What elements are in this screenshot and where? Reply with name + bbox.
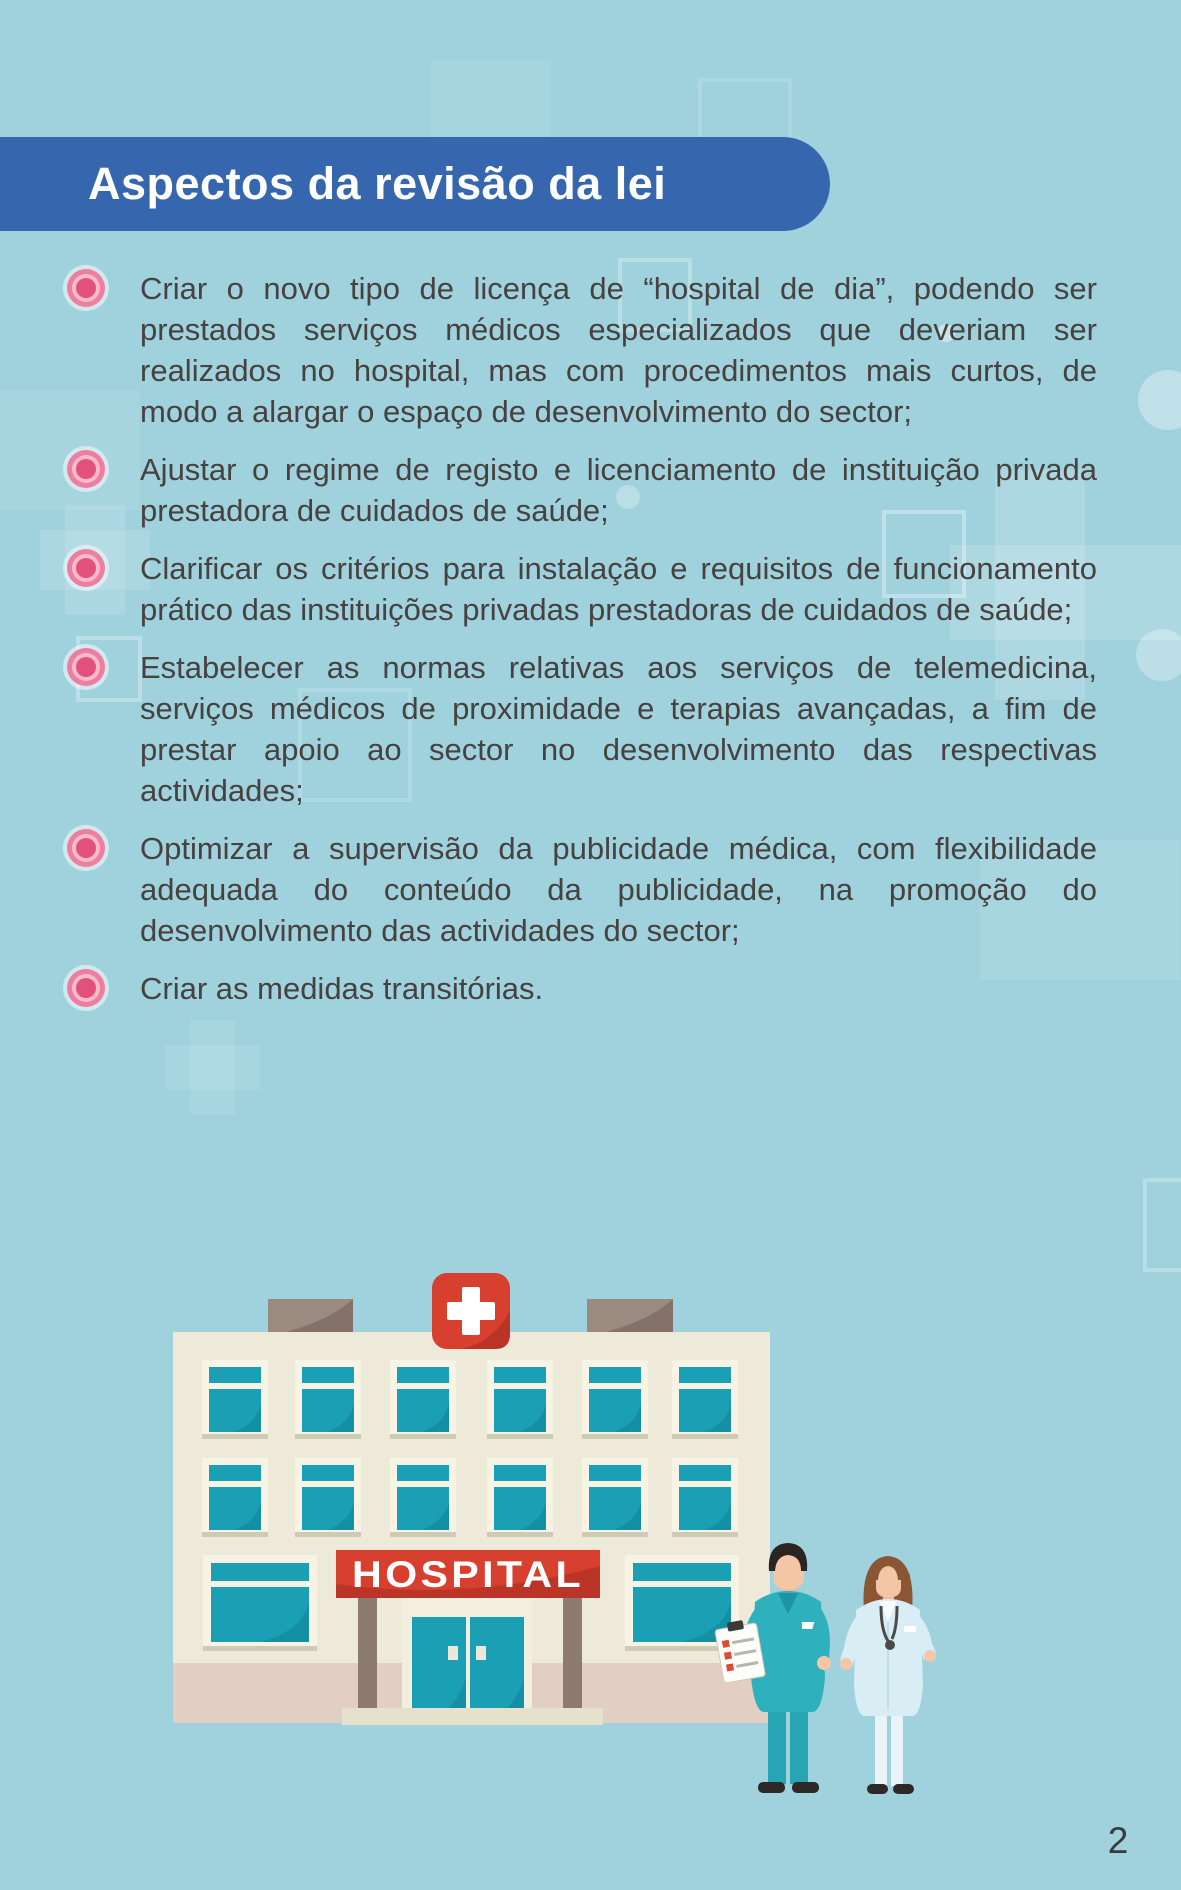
page-title: Aspectos da revisão da lei — [88, 158, 667, 209]
list-item — [140, 968, 1097, 1009]
list-item — [140, 268, 1097, 432]
list-item — [140, 647, 1097, 811]
female-doctor-figure — [840, 1556, 936, 1794]
bullet-dot-icon — [76, 459, 96, 479]
list-item-text: Ajustar o regime de registo e licenciamento de instituição privada prestadora de cuidados de saúde; — [140, 452, 1097, 528]
list-item-text: Estabelecer as normas relativas aos serviços de telemedicina, serviços médicos de proximidade e terapias avançadas, a fim de prestar apoio ao sector no desenvolvimento das respectivas actividades; — [140, 650, 1097, 808]
hospital-illustration — [140, 1250, 940, 1810]
bullet-dot-icon — [76, 278, 96, 298]
list-item — [140, 548, 1097, 630]
list-item — [140, 449, 1097, 531]
red-cross-sign-icon — [432, 1273, 510, 1349]
hospital-building — [173, 1273, 770, 1725]
list-item — [140, 828, 1097, 951]
list-item-text: Clarificar os critérios para instalação e requisitos de funcionamento prático das instituições privadas prestadoras de cuidados de saúde; — [140, 551, 1097, 627]
bullet-dot-icon — [76, 978, 96, 998]
header-banner — [0, 137, 830, 231]
bullet-dot-icon — [76, 558, 96, 578]
list-item-text: Optimizar a supervisão da publicidade médica, com flexibilidade adequada do conteúdo da publicidade, na promoção do desenvolvimento das actividades do sector; — [140, 831, 1097, 948]
hospital-sign-label: HOSPITAL — [352, 1554, 584, 1595]
hospital-sign — [336, 1550, 600, 1598]
list-item-text: Criar as medidas transitórias. — [140, 971, 544, 1006]
list-item-text: Criar o novo tipo de licença de “hospital de dia”, podendo ser prestados serviços médicos especializados que deveriam ser realizados no hospital, mas com procedimentos mais curtos, de modo a alargar o espaço de desenvolvimento do sector; — [140, 271, 1097, 429]
bullet-dot-icon — [76, 657, 96, 677]
left-door — [412, 1617, 466, 1723]
bullet-dot-icon — [76, 838, 96, 858]
page-number: 2 — [1107, 1820, 1129, 1861]
bullet-list — [140, 268, 1097, 1026]
right-door — [470, 1617, 524, 1723]
